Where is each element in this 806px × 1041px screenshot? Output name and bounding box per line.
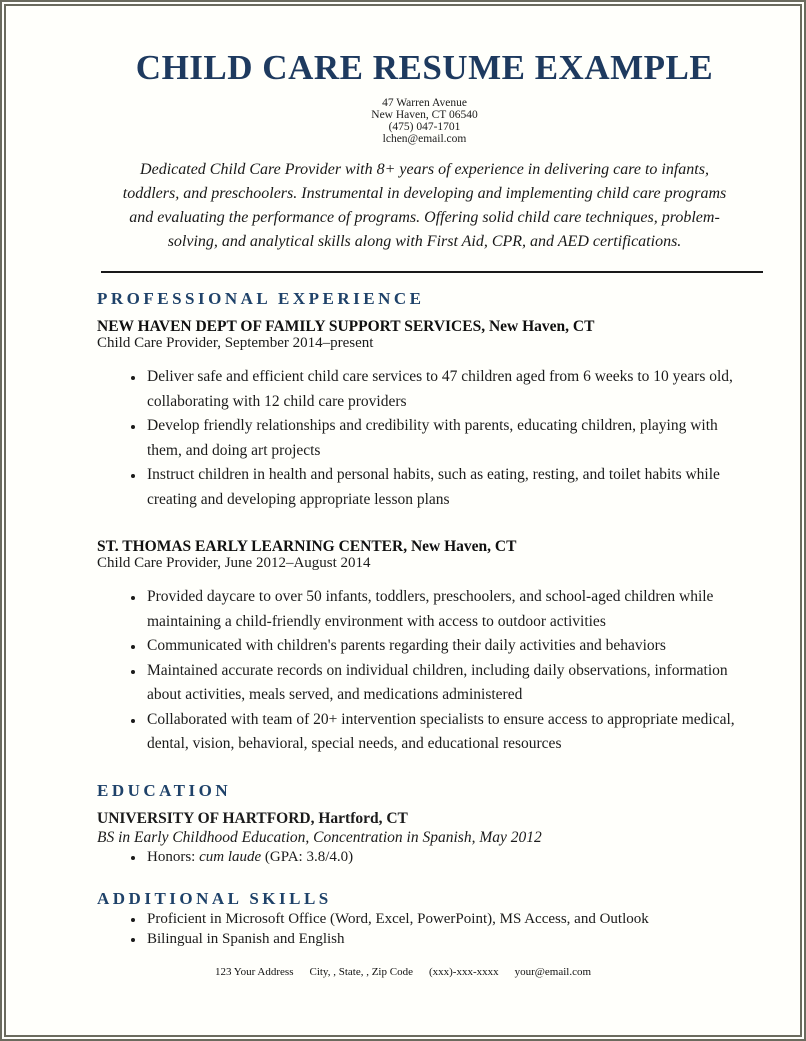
education-honors [145,848,752,868]
job-bullet: • Communicated with children's parents regarding their daily activities and behaviors [145,634,752,659]
contact-block [97,97,752,145]
footer-phone: (xxx)-xxx-xxxx [428,966,499,978]
job-bullet-list [97,585,752,757]
contact-city: New Haven, CT 06540 [371,109,478,121]
contact-street: 47 Warren Avenue [382,97,467,109]
job-bullet: • Provided daycare to over 50 infants, toddlers, preschoolers, and school-aged children while maintaining a child-friendly environment with access to outdoor activities [145,585,752,634]
footer-city-state-zip: City, , State, , Zip Code [309,966,413,978]
job-role-dates: Child Care Provider, September 2014–present [97,335,374,351]
footer-placeholder-contact [6,966,800,978]
experience-job-2 [97,538,752,757]
job-bullet: • Deliver safe and efficient child care services to 47 children aged from 6 weeks to 10 years old, collaborating with 12 child care providers [145,365,752,414]
job-role-dates: Child Care Provider, June 2012–August 2014 [97,555,371,571]
job-bullet: • Maintained accurate records on individual children, including daily observations, information about activities, meals served, and medications administered [145,659,752,708]
job-employer: ST. THOMAS EARLY LEARNING CENTER, New Haven, CT [97,538,517,555]
honors-suffix: (GPA: 3.8/4.0) [261,848,354,865]
skill-bullet: • Bilingual in Spanish and English [145,930,752,950]
job-bullet: • Collaborated with team of 20+ intervention specialists to ensure access to appropriate medical, dental, vision, behavioral, special needs, and educational resources [145,708,752,757]
section-heading-skills: ADDITIONAL SKILLS [97,889,332,908]
page-title: CHILD CARE RESUME EXAMPLE [135,48,714,87]
section-divider [101,271,763,273]
skill-bullet: • Proficient in Microsoft Office (Word, Excel, PowerPoint), MS Access, and Outlook [145,910,752,930]
job-employer: NEW HAVEN DEPT OF FAMILY SUPPORT SERVICES, New Haven, CT [97,318,595,335]
summary-paragraph: Dedicated Child Care Provider with 8+ years of experience in delivering care to infants, toddlers, and preschoolers. Instrumental in developing and implementing child care programs and evaluating the performance of programs. Offering solid child care techniques, problem-solving, and analytical skills along with First Aid, CPR, and AED certifications. [122,161,727,250]
section-heading-experience: PROFESSIONAL EXPERIENCE [97,289,425,308]
education-bullet-list [97,848,752,868]
job-bullet: • Instruct children in health and personal habits, such as eating, resting, and toilet habits while creating and developing appropriate lesson plans [145,463,752,512]
contact-phone: (475) 047-1701 [388,121,461,133]
footer-address: 123 Your Address [214,966,294,978]
job-bullet: • Develop friendly relationships and credibility with parents, educating children, playing with them, and doing art projects [145,414,752,463]
footer-email: your@email.com [514,966,592,978]
skills-bullet-list [97,910,752,949]
resume-content [6,48,800,949]
honors-prefix: Honors: [147,848,200,865]
contact-email: lchen@email.com [382,133,467,145]
education-degree: BS in Early Childhood Education, Concentration in Spanish, May 2012 [97,828,542,846]
honors-latin: cum laude [199,848,262,865]
education-school: UNIVERSITY OF HARTFORD, Hartford, CT [97,809,408,827]
section-heading-education: EDUCATION [97,780,232,800]
experience-job-1 [97,318,752,512]
job-bullet-list [97,365,752,512]
